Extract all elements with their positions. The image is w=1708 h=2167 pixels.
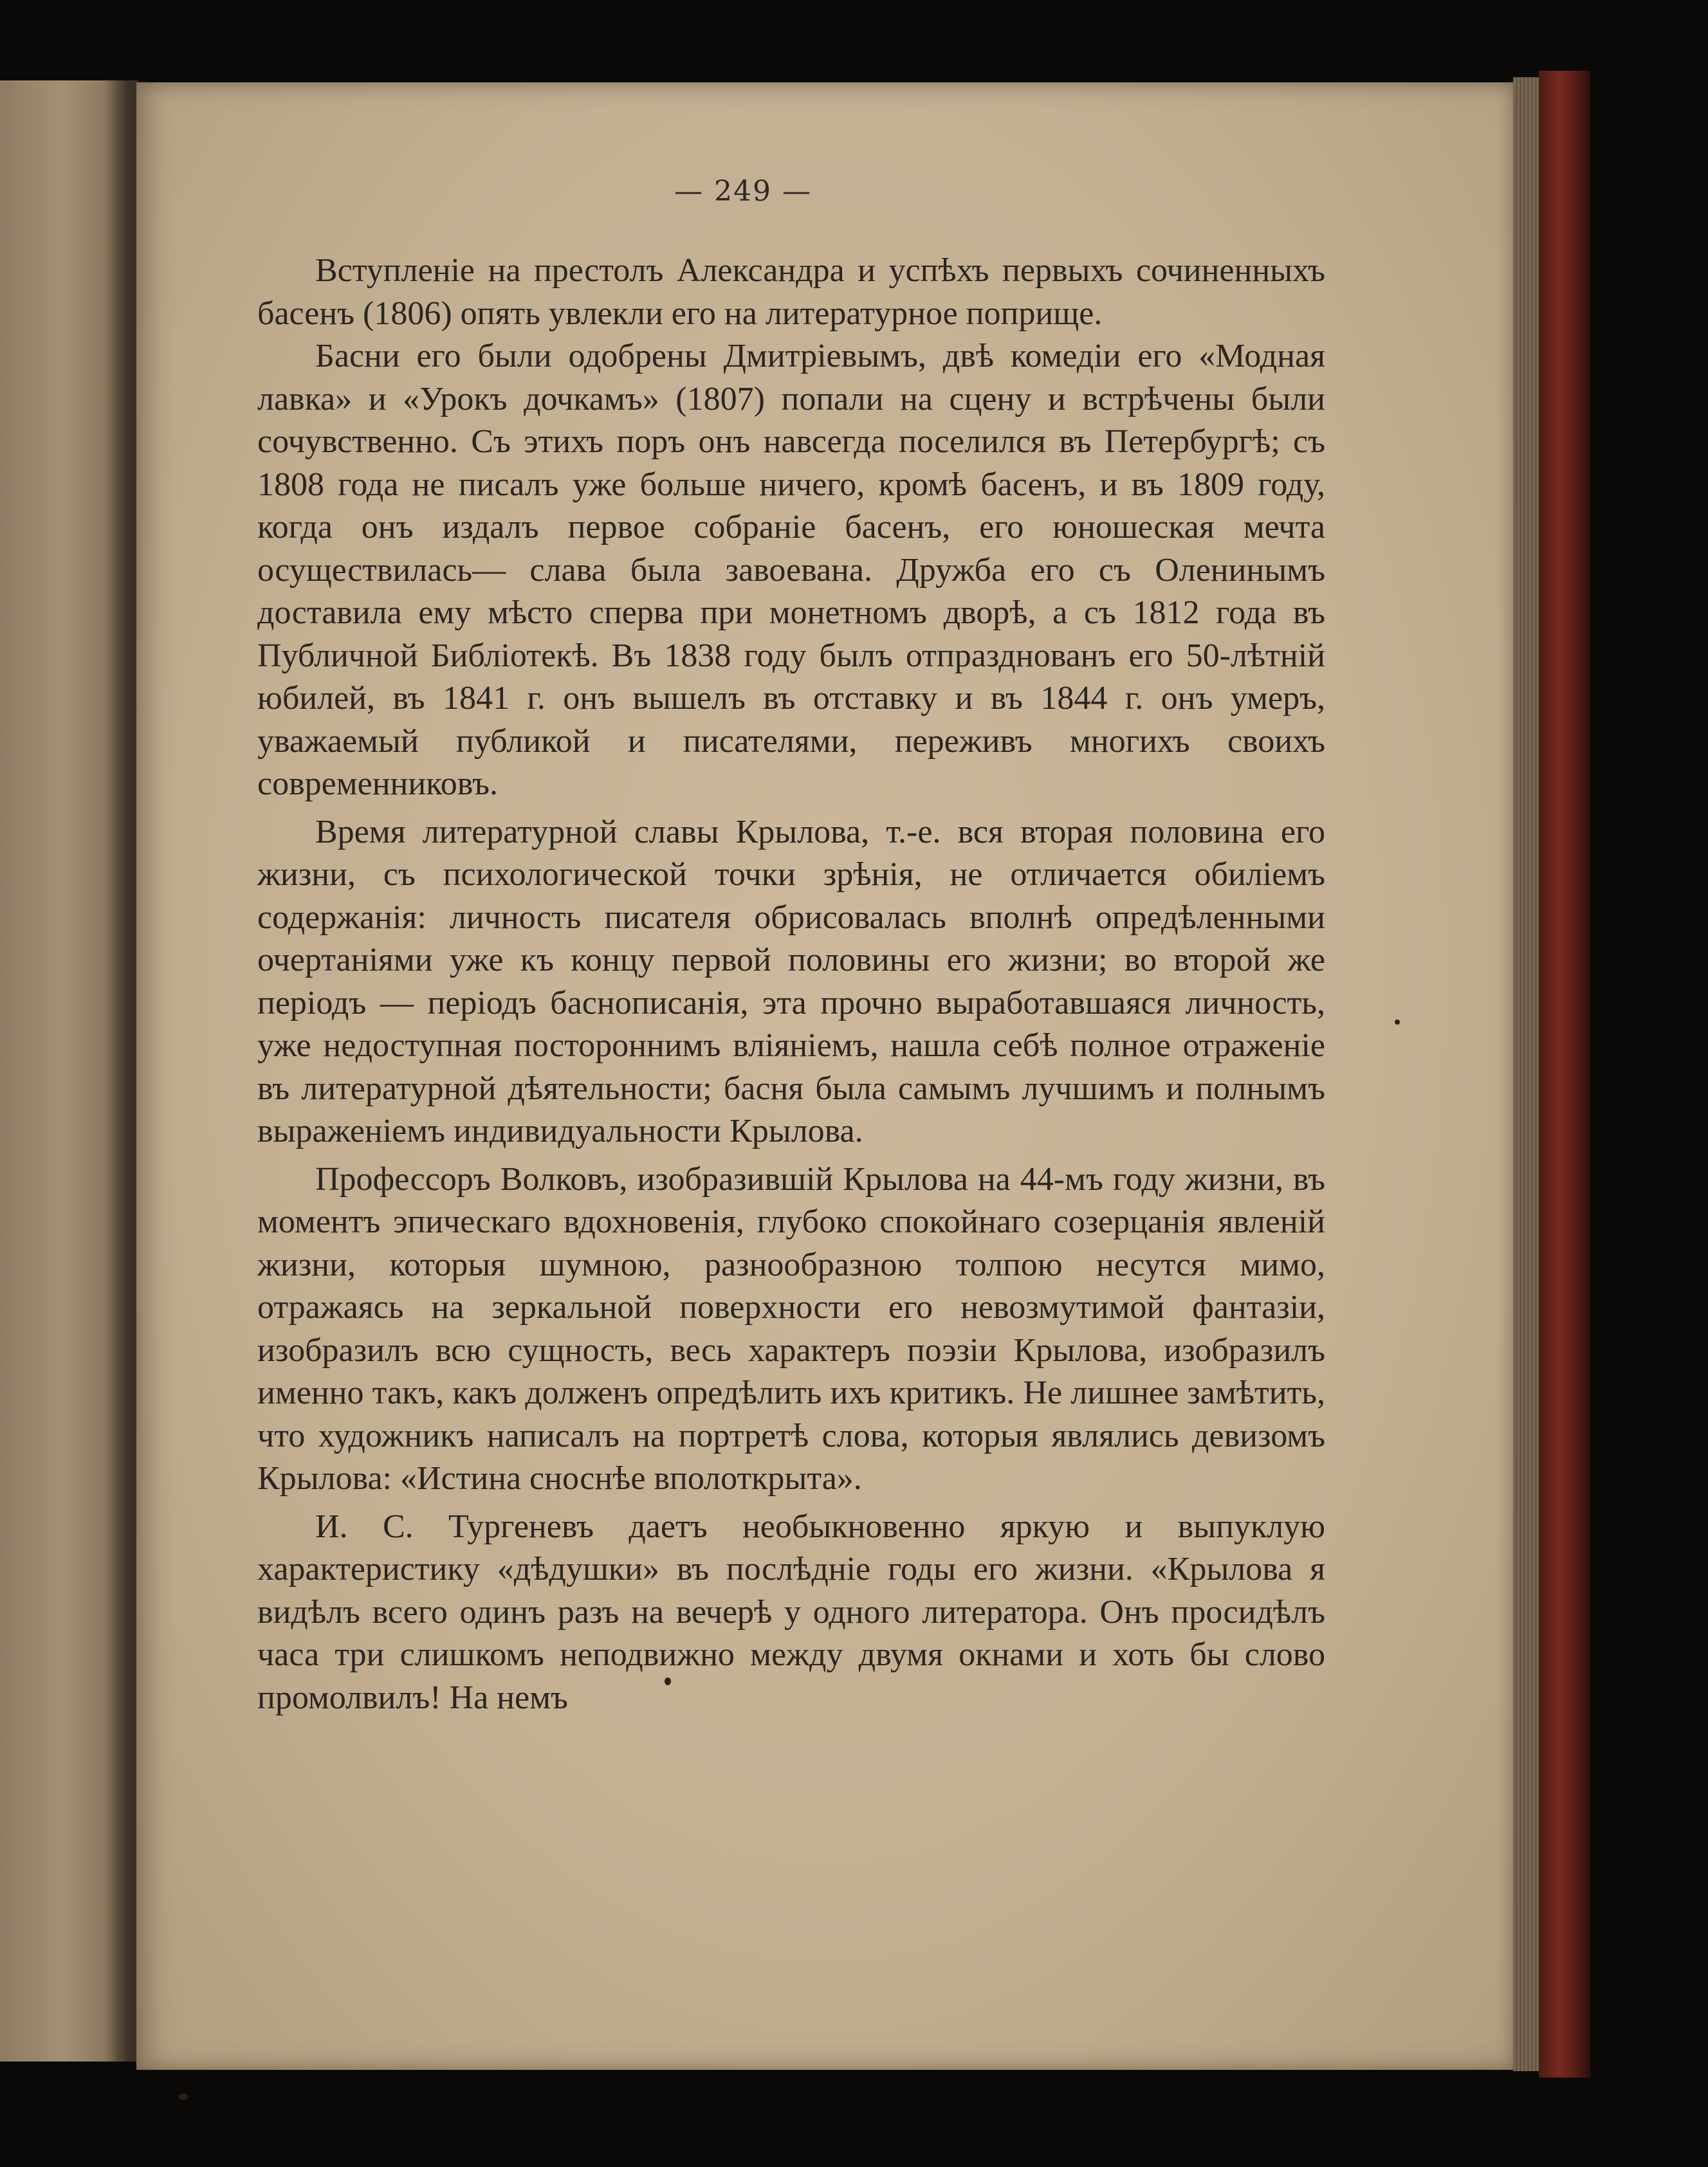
paragraph: Время литературной славы Крылова, т.-е. вся вторая половина его жизни, съ психологической точки зрѣнія, не отличается обиліемъ содержанія: личность писателя обрисовалась вполнѣ опредѣленными очертаніями уже къ концу первой половины его жизни; во второй же періодъ — періодъ баснописанія, эта прочно выработавшаяся личность, уже недоступная постороннимъ вліяніемъ, нашла себѣ полное отраженіе въ литературной дѣятельности; басня была самымъ лучшимъ и полнымъ выраженіемъ индивидуальности Крылова.: [257, 813, 1325, 1149]
page-stack-edge: [1513, 77, 1539, 2071]
ink-speck: [1395, 1019, 1400, 1025]
paragraph: Вступленіе на престолъ Александра и успѣхъ первыхъ сочиненныхъ басенъ (1806) опять увлекли его на литературное поприще.: [257, 252, 1325, 332]
paragraph: Басни его были одобрены Дмитріевымъ, двѣ комедіи его «Модная лавка» и «Урокъ дочкамъ» (1807) попали на сцену и встрѣчены были сочувственно. Съ этихъ поръ онъ навсегда поселился въ Петербургѣ; съ 1808 года не писалъ уже больше ничего, кромѣ басенъ, и въ 1809 году, когда онъ издалъ первое собраніе басенъ, его юношеская мечта осуществилась— слава была завоевана. Дружба его съ Оленинымъ доставила ему мѣсто сперва при монетномъ дворѣ, а съ 1812 года въ Публичной Библіотекѣ. Въ 1838 году былъ отпразднованъ его 50-лѣтній юбилей, въ 1841 г. онъ вышелъ въ отставку и въ 1844 г. онъ умеръ, уважаемый публикой и писателями, переживъ многихъ своихъ современниковъ.: [257, 338, 1325, 802]
book-cover-edge: [1539, 71, 1590, 2078]
paragraph: И. С. Тургеневъ даетъ необыкновенно яркую и выпуклую характеристику «дѣдушки» въ послѣдніе годы его жизни. «Крылова я видѣлъ всего одинъ разъ на вечерѣ у одного литератора. Онъ просидѣлъ часа три слишкомъ неподвижно между двумя окнами и хоть бы слово промолвилъ! На немъ: [257, 1508, 1325, 1716]
paragraph: Профессоръ Волковъ, изобразившій Крылова на 44-мъ году жизни, въ моментъ эпическаго вдохновенія, глубоко спокойнаго созерцанія явленій жизни, которыя шумною, разнообразною толпою несутся мимо, отражаясь на зеркальной поверхности его невозмутимой фантазіи, изобразилъ всю сущность, весь характеръ поэзіи Крылова, изобразилъ именно такъ, какъ долженъ опредѣлить ихъ критикъ. Не лишнее замѣтить, что художникъ написалъ на портретѣ слова, которыя являлись девизомъ Крылова: «Истина сноснѣе вполоткрыта».: [257, 1160, 1325, 1497]
ink-speck: [665, 1678, 671, 1685]
ink-speck: [179, 2094, 188, 2100]
page-number: — 249 —: [674, 175, 812, 208]
page-text: [257, 250, 1325, 1719]
